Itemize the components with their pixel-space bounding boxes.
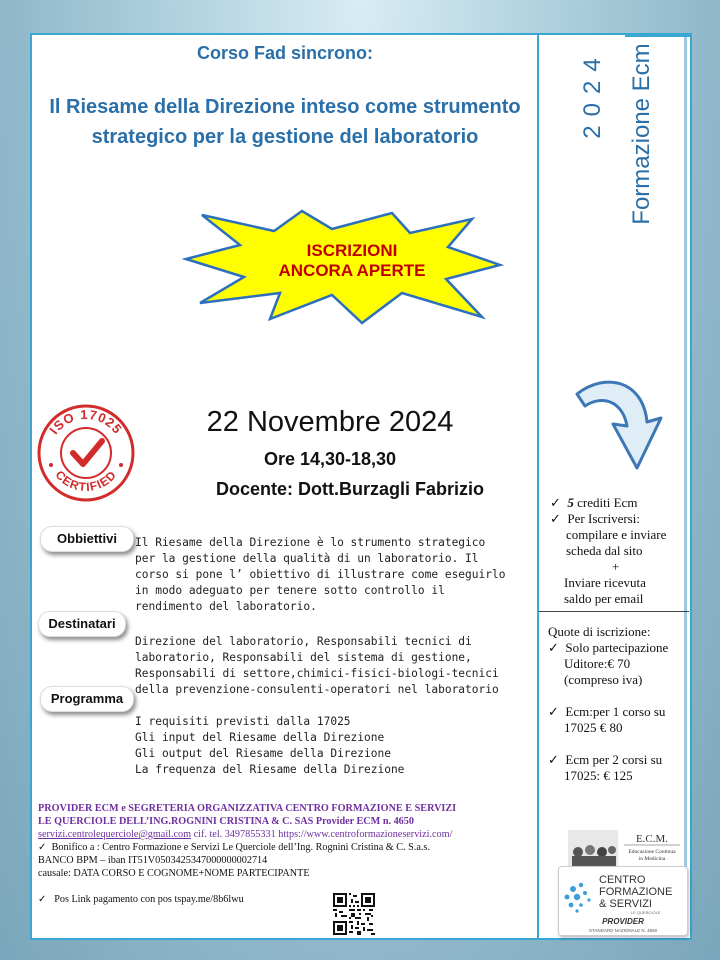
ecm-logo [568, 830, 684, 866]
burst-text: ISCRIZIONI ANCORA APERTE [278, 241, 426, 280]
check-icon: ✓ [550, 495, 561, 510]
footer-provider-line2: LE QUERCIOLE DELL’ING.ROGNINI CRISTINA & C. SAS Provider ECM n. 4650 [38, 816, 414, 827]
footer-bank: BANCO BPM – iban IT51V0503425347000000002714 [38, 855, 268, 866]
vertical-formazione-ecm: Formazione Ecm [628, 43, 655, 225]
check-icon: ✓ [548, 640, 559, 655]
iso-bottom-text: CERTIFIED [52, 467, 120, 495]
check-icon: ✓ [38, 842, 47, 853]
check-icon [73, 441, 102, 464]
iso-top-text: ISO 17025 [46, 406, 126, 438]
centro-formazione-servizi-logo [558, 866, 688, 936]
registration-open-burst [182, 207, 522, 327]
footer-info [38, 802, 528, 906]
svg-text:PROVIDER: PROVIDER [602, 917, 644, 926]
iso-17025-certified-badge [36, 403, 136, 503]
footer-pos-link[interactable]: Pos Link pagamento con pos tspay.me/8b6lwu [54, 894, 244, 905]
curved-arrow-icon [565, 372, 670, 477]
course-type: Corso Fad sincrono: [196, 43, 373, 63]
svg-text:LE QUERCIOLE: LE QUERCIOLE [631, 910, 661, 915]
footer-causale: causale: DATA CORSO E COGNOME+NOME PARTECIPANTE [38, 868, 310, 879]
footer-contacts: cif. tel. 3497855331 https://www.centroformazioneservizi.com/ [191, 829, 453, 840]
obiettivi-text: Il Riesame della Direzione è lo strumento strategico per la gestione della qualità di un laboratorio. Il corso si pone l’ obiettivo di illustrare come eseguirlo in modo adeguato per tenere sotto controllo il rendimento del laboratorio. [135, 536, 506, 613]
event-time: Ore 14,30-18,30 [263, 449, 397, 469]
svg-text:CENTRO: CENTRO [599, 874, 646, 886]
programma-text: I requisiti previsti dalla 17025 Gli input del Riesame della Direzione Gli output del Riesame della Direzione La frequenza del Riesame della Direzione [135, 715, 405, 776]
svg-text:E.C.M.: E.C.M. [635, 833, 669, 845]
svg-text:FORMAZIONE: FORMAZIONE [599, 886, 673, 898]
course-title-line1: Il Riesame della Direzione inteso come strumento [49, 96, 521, 118]
svg-text:STANDARD NAZIONALE N. 4650: STANDARD NAZIONALE N. 4650 [588, 928, 658, 933]
check-icon: ✓ [38, 894, 47, 905]
check-icon: ✓ [548, 704, 559, 719]
svg-text:& SERVIZI: & SERVIZI [599, 898, 652, 910]
svg-text:Educazione Continua: Educazione Continua [628, 849, 676, 855]
destinatari-text: Direzione del laboratorio, Responsabili tecnici di laboratorio, Responsabili del sistema di gestione, Responsabili di settore,chimici-fisici-biologi-tecnici della prevenzione-consulenti-operatori nel laboratorio [135, 635, 499, 696]
event-date: 22 Novembre 2024 [206, 406, 454, 438]
footer-bonifico: Bonifico a : Centro Formazione e Servizi Le Querciole dell’Ing. Rognini Cristina & C. S.a.s. [51, 842, 430, 853]
email-link[interactable]: servizi.centrolequerciole@gmail.com [38, 829, 192, 840]
credits-text: crediti Ecm [573, 495, 638, 510]
svg-text:in Medicina: in Medicina [638, 856, 666, 862]
svg-text:CERTIFIED [53, 468, 120, 494]
credits-number: 5 [567, 495, 574, 510]
check-icon: ✓ [548, 752, 559, 767]
obiettivi-label: Obbiettivi [40, 526, 134, 552]
svg-text:ISO 17025 [46, 407, 125, 437]
course-title-line2: strategico per la gestione del laboratorio [91, 126, 479, 148]
check-icon: ✓ [550, 511, 561, 526]
registration-info: ✓ 5 crediti Ecm ✓ Per Iscriversi: compilare e inviare scheda dal sito + Inviare ricevuta saldo per email [550, 495, 667, 606]
fees-info: Quote di iscrizione: ✓ Solo partecipazione Uditore:€ 70 (compreso iva) ✓ Ecm:per 1 corso su 17025 € 80 ✓ Ecm per 2 corsi su 17025: € 125 [548, 624, 688, 784]
footer-provider-line1: PROVIDER ECM e SEGRETERIA ORGANIZZATIVA CENTRO FORMAZIONE E SERVIZI [38, 803, 457, 814]
programma-label: Programma [40, 686, 134, 712]
course-title [40, 92, 530, 152]
fees-title: Quote di iscrizione: [548, 624, 651, 639]
event-teacher: Docente: Dott.Burzagli Fabrizio [215, 479, 484, 499]
divider [539, 611, 689, 612]
right-edge-bar [684, 37, 687, 927]
destinatari-label: Destinatari [38, 611, 126, 637]
qr-code[interactable] [333, 893, 375, 935]
vertical-year: 2024 [579, 49, 606, 139]
